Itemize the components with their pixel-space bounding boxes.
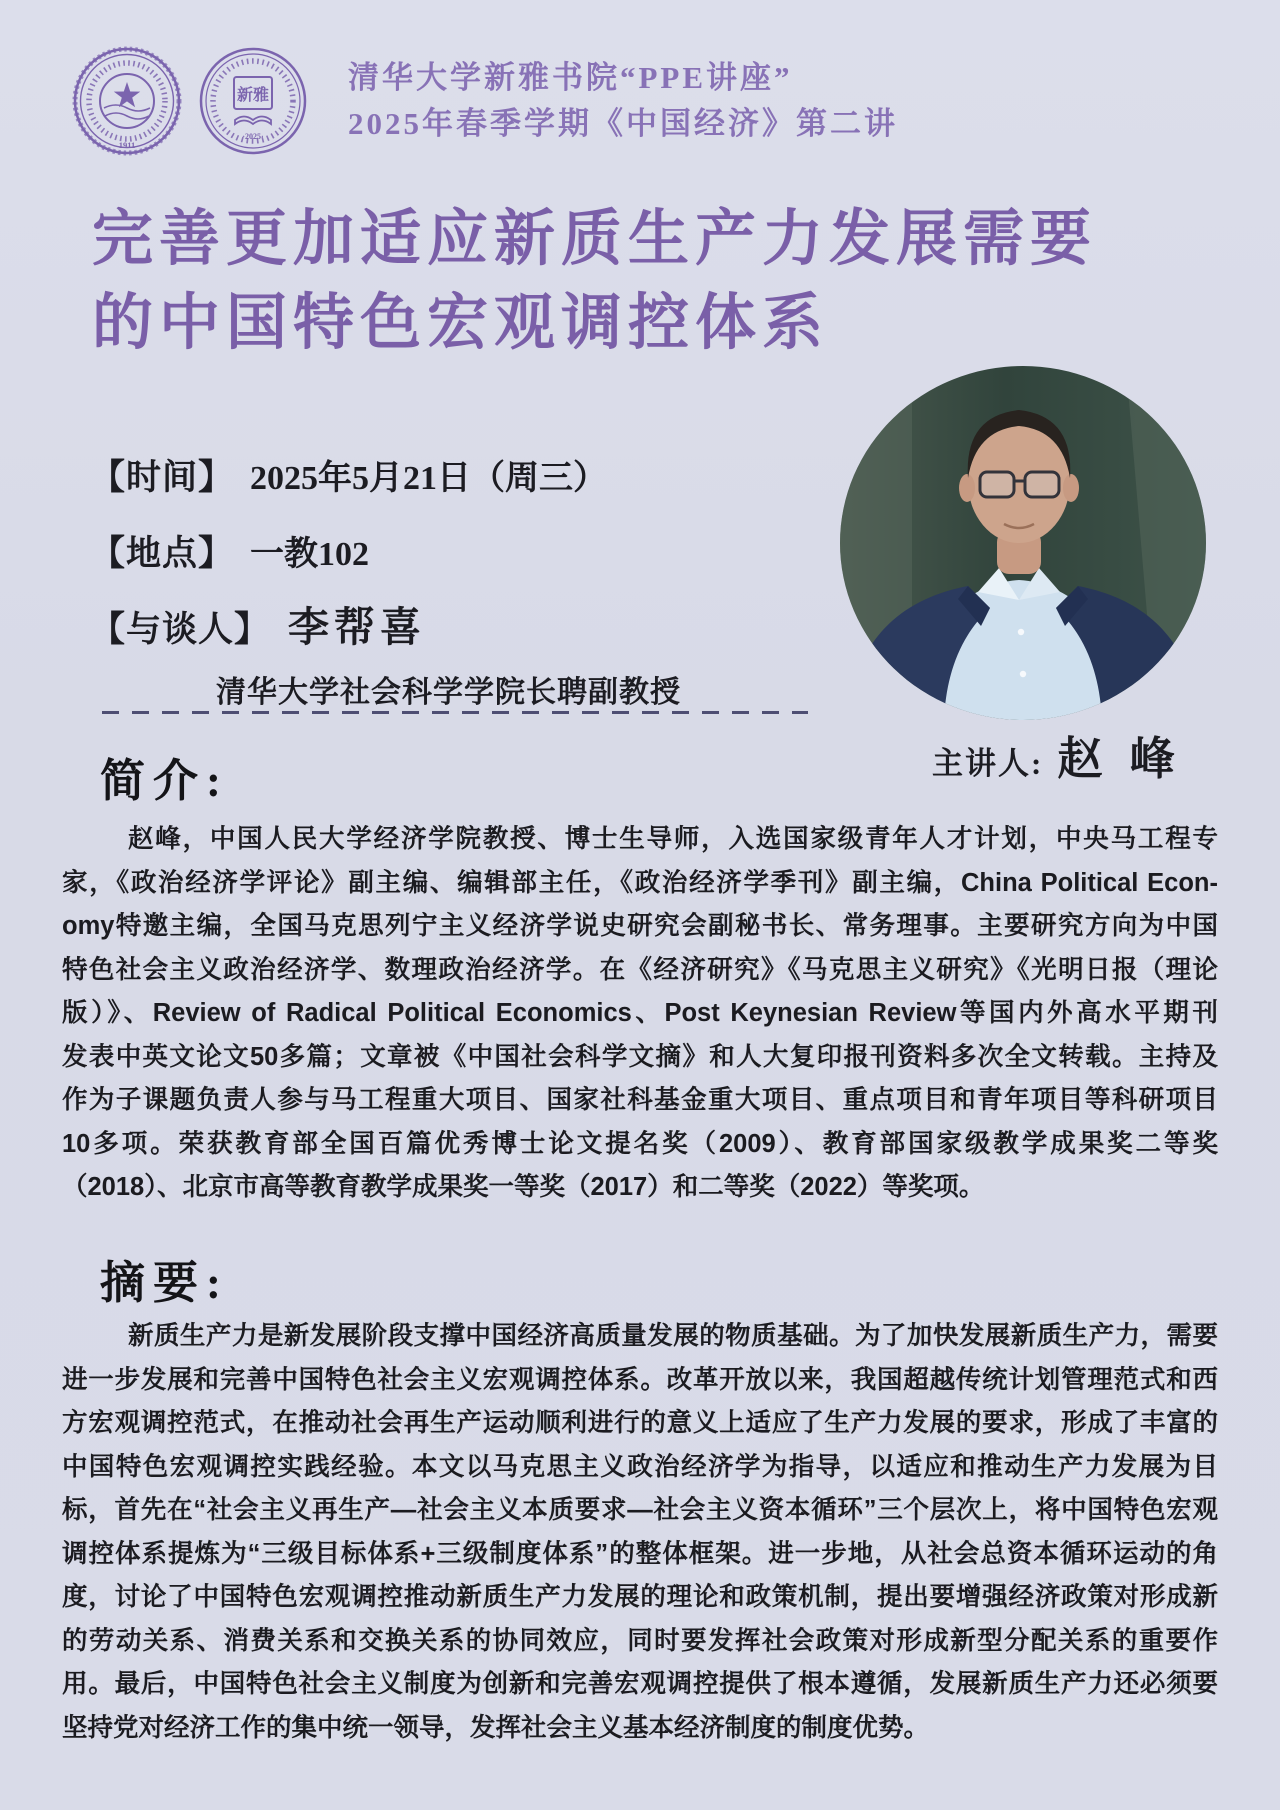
- paragraph-line: （2018）、北京市高等教育教学成果奖一等奖（2017）和二等奖（2022）等奖项。: [62, 1173, 985, 1201]
- star-icon: [114, 82, 140, 107]
- paragraph-line: 中国特色宏观调控实践经验。本文以马克思主义政治经济学为指导，以适应和推动生产力发展为目: [62, 1452, 1218, 1481]
- header-line-2: 2025年春季学期《中国经济》第二讲: [348, 106, 898, 141]
- title-line-1: 完善更加适应新质生产力发展需要: [92, 206, 1098, 273]
- paragraph-line: 标，首先在“社会主义再生产—社会主义本质要求—社会主义资本循环”三个层次上，将中国特色宏观: [62, 1496, 1218, 1524]
- info-row-location: [90, 526, 681, 576]
- tsinghua-seal-year: 1911: [118, 140, 136, 150]
- tsinghua-university-seal-icon: [72, 44, 182, 158]
- xinya-seal-year: ·2025·: [242, 132, 264, 141]
- speaker-photo: [840, 366, 1206, 720]
- paragraph-line: 作为子课题负责人参与马工程重大项目、国家社科基金重大项目、重点项目和青年项目等科研项目: [62, 1086, 1218, 1114]
- paragraph-line: 调控体系提炼为“三级目标体系+三级制度体系”的整体框架。进一步地，从社会总资本循环运动的角: [62, 1539, 1218, 1568]
- dashed-divider: [102, 711, 808, 714]
- discussant-label: 【与谈人】: [90, 610, 271, 649]
- paragraph-line: 10多项。荣获教育部全国百篇优秀博士论文提名奖（2009）、教育部国家级教学成果奖二等奖: [62, 1129, 1218, 1158]
- paragraph-line: 家，《政治经济学评论》副主编、编辑部主任，《政治经济学季刊》副主编，China Political Econ-: [62, 868, 1218, 897]
- header: [72, 44, 898, 158]
- xinya-college-seal-icon: [198, 44, 308, 158]
- header-line-1: 清华大学新雅书院“PPE讲座”: [348, 60, 793, 95]
- discussant-affiliation: 清华大学社会科学学院长聘副教授: [216, 676, 681, 709]
- title-line-2: 的中国特色宏观调控体系: [92, 290, 830, 357]
- xinya-seal-label: 新雅: [236, 87, 270, 104]
- abstract-paragraph: [62, 1315, 1218, 1750]
- paragraph-line: omy特邀主编，全国马克思列宁主义经济学说史研究会副秘书长、常务理事。主要研究方向为中国: [62, 912, 1218, 940]
- paragraph-line: 用。最后，中国特色社会主义制度为创新和完善宏观调控提供了根本遵循，发展新质生产力还必须要: [62, 1670, 1218, 1698]
- paragraph-line: 度，讨论了中国特色宏观调控推动新质生产力发展的理论和政策机制，提出要增强经济政策对形成新: [62, 1583, 1218, 1611]
- open-book-icon: [235, 117, 271, 125]
- speaker-line: [932, 722, 1183, 787]
- paragraph-line: 版）》、Review of Radical Political Economics、Post Keynesian Review等国内外高水平期刊: [62, 999, 1218, 1027]
- paragraph-line: 进一步发展和完善中国特色社会主义宏观调控体系。改革开放以来，我国超越传统计划管理范式和西: [62, 1365, 1218, 1394]
- event-info: [90, 450, 681, 711]
- location-label: 【地点】: [90, 534, 235, 573]
- paragraph-line: 发表中英文论文50多篇；文章被《中国社会科学文摘》和人大复印报刊资料多次全文转载。主持及: [62, 1042, 1218, 1071]
- paragraph-line: 赵峰，中国人民大学经济学院教授、博士生导师，入选国家级青年人才计划，中央马工程专: [128, 825, 1218, 853]
- paragraph-line: 特色社会主义政治经济学、数理政治经济学。在《经济研究》《马克思主义研究》《光明日报（理论: [62, 955, 1218, 984]
- paragraph-line: 坚持党对经济工作的集中统一领导，发挥社会主义基本经济制度的制度优势。: [62, 1713, 930, 1742]
- intro-paragraph: [62, 818, 1218, 1210]
- page-title: [92, 198, 1097, 366]
- discussant-name: 李帮喜: [288, 604, 427, 650]
- speaker-label: 主讲人:: [932, 746, 1044, 781]
- header-text: [348, 55, 898, 147]
- paragraph-line: 方宏观调控范式，在推动社会再生产运动顺利进行的意义上适应了生产力发展的要求，形成了丰富的: [62, 1409, 1218, 1437]
- time-label: 【时间】: [90, 458, 235, 497]
- paragraph-line: 的劳动关系、消费关系和交换关系的协同效应，同时要发挥社会政策对形成新型分配关系的重要作: [62, 1626, 1218, 1655]
- paragraph-line: 新质生产力是新发展阶段支撑中国经济高质量发展的物质基础。为了加快发展新质生产力，需要: [128, 1322, 1218, 1350]
- time-value: 2025年5月21日（周三）: [250, 460, 607, 497]
- info-row-time: [90, 450, 681, 500]
- speaker-name: 赵 峰: [1057, 734, 1183, 784]
- intro-heading: 简介:: [100, 756, 229, 806]
- abstract-heading: 摘要:: [100, 1258, 229, 1308]
- location-value: 一教102: [250, 536, 369, 573]
- info-row-discussant: [90, 594, 681, 653]
